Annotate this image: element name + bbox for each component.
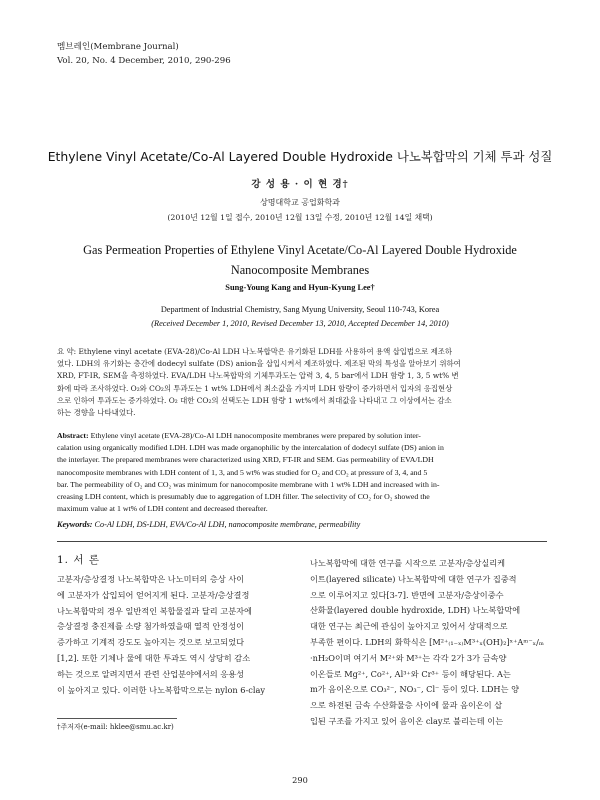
abstract-line: 하는 경향을 나타내었다. — [57, 408, 136, 418]
korean-authors: 강 성 용 · 이 현 경† — [251, 179, 349, 190]
keywords — [57, 520, 547, 529]
abstract-line: 으로 인하여 투과도는 증가하였다. O₂ 대한 CO₂의 선택도는 LDH 함량 1 wt%에서 최대값을 나타내고 그 이상에서는 감소 — [57, 395, 452, 405]
body-line: 나노복합막에 대한 연구를 시작으로 고분자/층상실리케 — [310, 558, 506, 568]
section-divider — [57, 541, 547, 542]
journal-header — [57, 40, 231, 68]
body-line: 증가하고 기계적 강도도 높아지는 것으로 보고되었다 — [57, 637, 245, 648]
body-line: 입된 구조를 가지고 있어 음이온 clay로 불리는데 이는 — [310, 715, 504, 726]
abstract-line: 였다. LDH의 유기화는 층간에 dodecyl sulfate (DS) anion을 삽입시켜서 제조하였다. 제조된 막의 특성을 알아보기 위하여 — [57, 359, 461, 369]
korean-abstract — [57, 346, 547, 419]
footnote-divider — [57, 718, 177, 719]
body-line: 이트(layered silicate) 나노복합막에 대한 연구가 집중적 — [310, 573, 517, 584]
english-affiliation: Department of Industrial Chemistry, Sang Myung University, Seoul 110-743, Korea — [160, 305, 440, 314]
english-title-line: Gas Permeation Properties of Ethylene Vinyl Acetate/Co-Al Layered Double Hydroxide — [83, 243, 517, 257]
body-line: 고분자/층상결정 나노복합막은 나노미터의 층상 사이 — [57, 574, 245, 584]
abstract-line: Abstract: Ethylene vinyl acetate (EVA-28)/Co-Al LDH nanocomposite membranes were prepared by solution inter- — [57, 431, 421, 440]
english-title — [60, 240, 540, 280]
english-abstract — [57, 430, 547, 515]
abstract-line: the interlayer. The prepared membranes were characterized using XRD, FT-IR and SEM. Gas permeability of EVA/LDH — [57, 455, 434, 465]
section-heading: 1. 서 론 — [57, 554, 100, 566]
abstract-line: 요 약: Ethylene vinyl acetate (EVA-28)/Co-Al LDH 나노복합막은 유기화된 LDH를 사용하여 용액 삽입법으로 제조하 — [57, 347, 453, 356]
body-line: 하는 것으로 알려지면서 관련 산업분야에서의 응용성 — [57, 668, 245, 679]
body-line: 이 높아지고 있다. 이러한 나노복합막으로는 nylon 6-clay — [57, 684, 265, 695]
body-column-right — [310, 556, 548, 730]
abstract-line: nanocomposite membranes with LDH content of 1, 3, and 5 wt% was studied for O₂ and CO₂ at pressure of 3, 4, and 5 — [57, 467, 428, 477]
korean-affiliation: 상명대학교 공업화학과 — [260, 198, 340, 207]
body-line: 대한 연구는 최근에 관심이 높아지고 있어서 상대적으로 — [310, 621, 508, 632]
body-line: [1,2]. 또한 기체나 물에 대한 투과도 역시 상당히 감소 — [57, 652, 251, 663]
abstract-label: Abstract: — [57, 431, 89, 440]
english-title-line: Nanocomposite Membranes — [230, 263, 370, 277]
body-line: 부족한 편이다. LDH의 화학식은 [M²⁺₍₁₋ₓ₎M³⁺ₓ(OH)₂]ˣ⁺Aᵐ⁻ₓ/ₘ — [310, 636, 544, 647]
body-line: 산화물(layered double hydroxide, LDH) 나노복합막에 — [310, 605, 521, 616]
abstract-line: maximum value at 1 wt% of LDH content and decreased thereafter. — [57, 504, 268, 514]
english-dates: (Received December 1, 2010, Revised December 13, 2010, Accepted December 14, 2010) — [151, 319, 449, 328]
body-line: 에 고분자가 삽입되어 얻어지게 된다. 고분자/층상결정 — [57, 589, 250, 600]
korean-title: Ethylene Vinyl Acetate/Co-Al Layered Double Hydroxide 나노복합막의 기체 투과 성질 — [47, 149, 553, 164]
body-line: 으로 이루어지고 있다[3-7]. 반면에 고분자/층상이중수 — [310, 589, 504, 600]
abstract-line: XRD, FT-IR, SEM을 측정하였다. EVA/LDH 나노복합막의 기체투과도는 압력 3, 4, 5 bar에서 LDH 함량 1, 3, 5 wt% 변 — [57, 371, 459, 381]
body-line: 으로 하전된 금속 수산화물층 사이에 물과 음이온이 삽 — [310, 700, 503, 711]
abstract-line: calation using organically modified LDH. LDH was made organophilic by the intercalation of dodecyl sulfate (DS) anion in — [57, 443, 444, 453]
footnote: †주저자(e-mail: hklee@smu.ac.kr) — [57, 723, 174, 731]
korean-dates: (2010년 12월 1일 접수, 2010년 12월 13일 수정, 2010년 12월 14일 채택) — [167, 213, 433, 222]
abstract-line: bar. The permeability of O₂ and CO₂ was minimum for nanocomposite membrane with 1 wt% LDH and increased with in- — [57, 479, 440, 489]
body-line: 이온들로 Mg²⁺, Co²⁺, Al³⁺와 Cr³⁺ 등이 해당된다. A는 — [310, 668, 511, 679]
journal-volume: Vol. 20, No. 4 December, 2010, 290-296 — [57, 56, 231, 66]
keywords-label: Keywords: — [57, 520, 93, 529]
page-number: 290 — [292, 775, 308, 785]
journal-name: 멤브레인(Membrane Journal) — [57, 42, 179, 52]
body-column-left — [57, 572, 287, 698]
english-authors: Sung-Young Kang and Hyun-Kyung Lee† — [225, 283, 375, 292]
abstract-line: 화에 따라 조사하였다. O₂와 CO₂의 투과도는 1 wt% LDH에서 최소값을 가지며 LDH 함량이 증가하면서 입자의 응집현상 — [57, 383, 453, 393]
body-line: m가 음이온으로 CO₃²⁻, NO₃⁻, Cl⁻ 등이 있다. LDH는 양 — [310, 684, 519, 695]
body-line: ·nH₂O이며 여기서 M²⁺와 M³⁺는 각각 2가 3가 금속양 — [310, 652, 507, 663]
body-line: 층상결정 충진제를 소량 첨가하였을때 열적 안정성이 — [57, 621, 245, 632]
body-line: 나노복합막의 경우 일반적인 복합물질과 달리 고분자에 — [57, 605, 252, 616]
keywords-text: Co-Al LDH, DS-LDH, EVA/Co-Al LDH, nanocomposite membrane, permeability — [92, 520, 361, 529]
abstract-line: creasing LDH content, which is presumably due to aggregation of LDH filler. The selectivity of CO₂ for O₂ showed the — [57, 492, 430, 502]
